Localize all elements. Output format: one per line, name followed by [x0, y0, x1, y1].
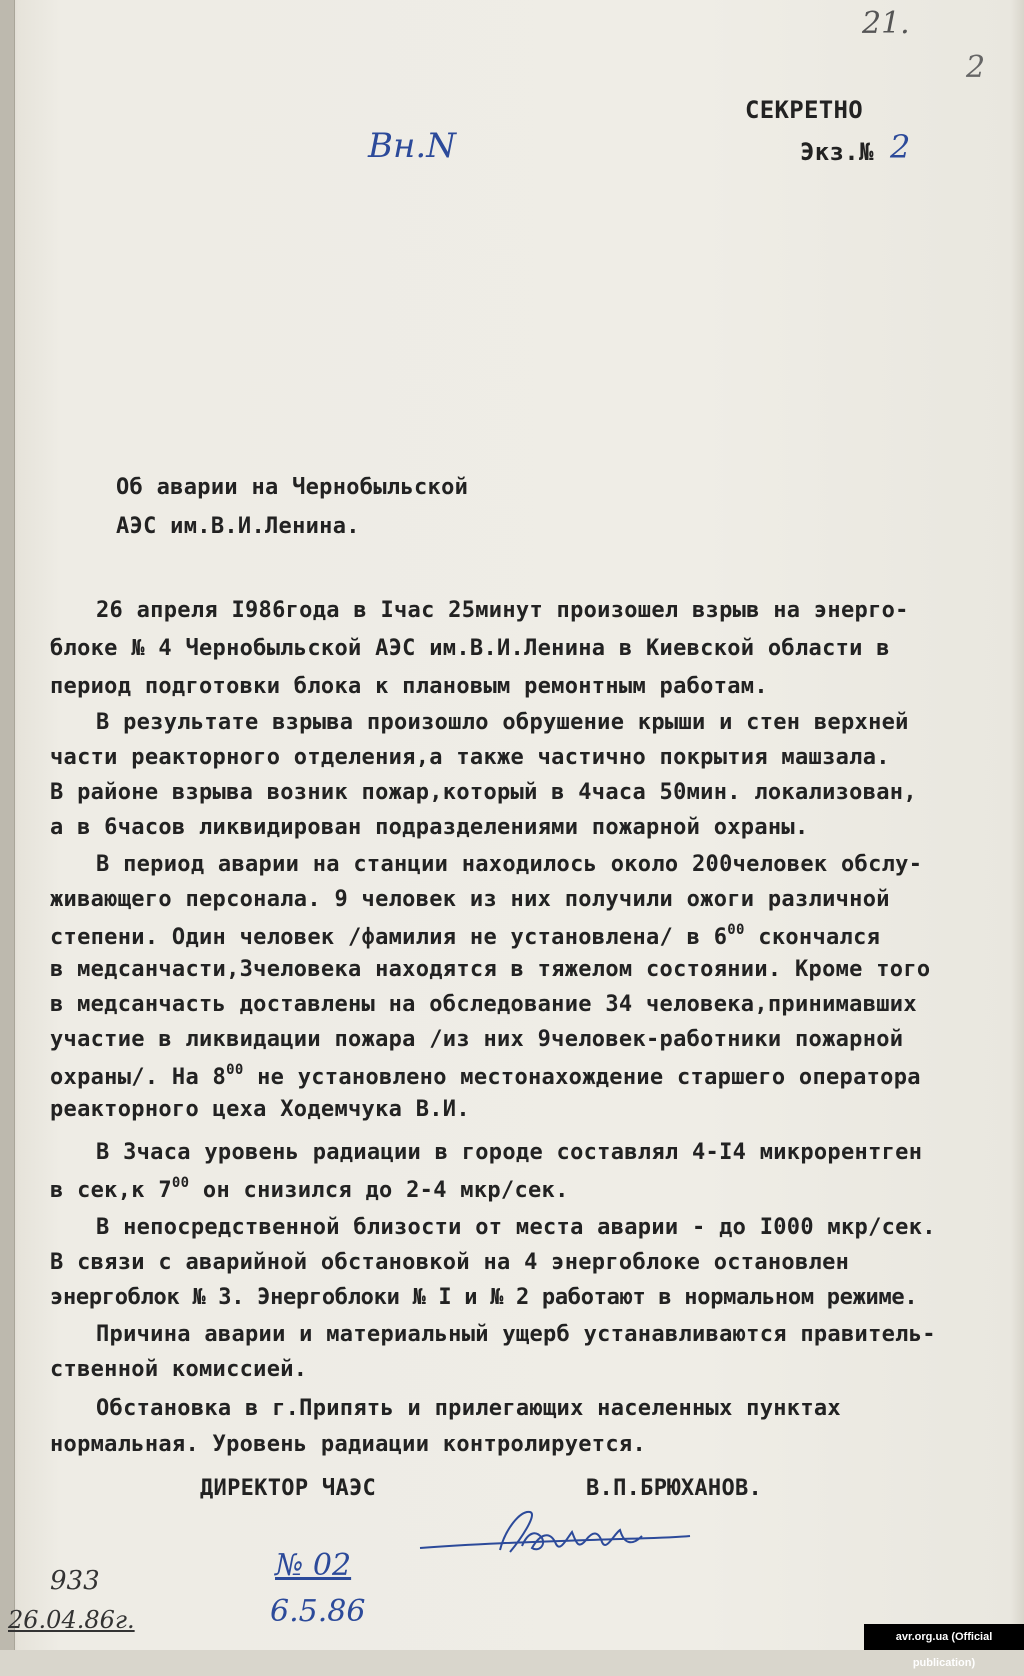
body-line: части реакторного отделения,а также частично покрытия машзала. [50, 745, 890, 770]
body-line: В связи с аварийной обстановкой на 4 энергоблоке остановлен [50, 1250, 850, 1275]
body-text: скончался [758, 925, 881, 950]
left-registration-number: 933 [50, 1566, 100, 1596]
binding-edge [0, 0, 15, 1650]
source-watermark: avr.org.ua (Official publication) [864, 1624, 1024, 1650]
body-line: 26 апреля I986года в Iчас 25минут произошел взрыв на энерго- [96, 598, 909, 623]
body-text: степени. Один человек /фамилия не установлена/ в 6 [50, 925, 728, 950]
body-line: в медсанчасть доставлены на обследование 34 человека,принимавших [50, 992, 917, 1017]
body-line: В 3часа уровень радиации в городе составлял 4-I4 микрорентген [96, 1140, 923, 1165]
copy-number: 2 [890, 128, 911, 166]
body-text: в сек,к 7 [50, 1178, 172, 1203]
time-superscript: 00 [171, 1175, 190, 1191]
body-line: В период аварии на станции находилось около 200человек обслу- [96, 852, 923, 877]
classification-label: СЕКРЕТНО [745, 96, 863, 124]
body-line: реакторного цеха Ходемчука В.И. [50, 1097, 470, 1122]
archive-number: 21. [862, 6, 910, 41]
signatory-name: В.П.БРЮХАНОВ. [586, 1476, 763, 1501]
body-line: а в 6часов ликвидирован подразделениями пожарной охраны. [50, 815, 809, 840]
signatory-title: ДИРЕКТОР ЧАЭС [200, 1476, 377, 1501]
body-line: В непосредственной близости от места аварии - до I000 мкр/сек. [96, 1215, 936, 1240]
body-line: энергоблок № 3. Энергоблоки № I и № 2 работают в нормальном режиме. [50, 1285, 918, 1310]
registration-date: 6.5.86 [270, 1594, 366, 1629]
body-line [50, 1062, 921, 1090]
registration-number: № 02 [275, 1548, 352, 1583]
body-line: В районе взрыва возник пожар,который в 4часа 50мин. локализован, [50, 780, 917, 805]
time-superscript: 00 [226, 1062, 244, 1078]
body-line: ственной комиссией. [50, 1357, 308, 1382]
copy-label: Экз.№ [800, 138, 874, 166]
subject-line-1: Об аварии на Чернобыльской [116, 475, 469, 500]
body-line [50, 1175, 569, 1203]
body-text: охраны/. На 8 [50, 1065, 227, 1090]
body-line: в медсанчасти,3человека находятся в тяжелом состоянии. Кроме того [50, 957, 931, 982]
body-line: Причина аварии и материальный ущерб устанавливаются правитель- [96, 1322, 936, 1347]
body-line: Обстановка в г.Припять и прилегающих населенных пунктах [96, 1396, 841, 1421]
handwritten-signature [410, 1500, 700, 1570]
body-line: нормальная. Уровень радиации контролируется. [50, 1432, 646, 1457]
incoming-mark: Вн.N [368, 126, 456, 166]
left-registration-date: 26.04.86г. [8, 1606, 135, 1634]
page-number: 2 [966, 50, 986, 85]
body-line [50, 922, 880, 950]
body-line: участие в ликвидации пожара /из них 9человек-работники пожарной [50, 1027, 904, 1052]
subject-line-2: АЭС им.В.И.Ленина. [116, 514, 360, 539]
body-line: живающего персонала. 9 человек из них получили ожоги различной [50, 887, 890, 912]
body-line: блоке № 4 Чернобыльской АЭС им.В.И.Ленина в Киевской области в [50, 636, 890, 661]
body-line: В результате взрыва произошло обрушение крыши и стен верхней [96, 710, 909, 735]
body-line: период подготовки блока к плановым ремонтным работам. [50, 674, 768, 699]
body-text: не установлено местонахождение старшего оператора [257, 1065, 921, 1090]
time-superscript: 00 [727, 922, 745, 938]
body-text: он снизился до 2-4 мкр/сек. [202, 1178, 569, 1203]
